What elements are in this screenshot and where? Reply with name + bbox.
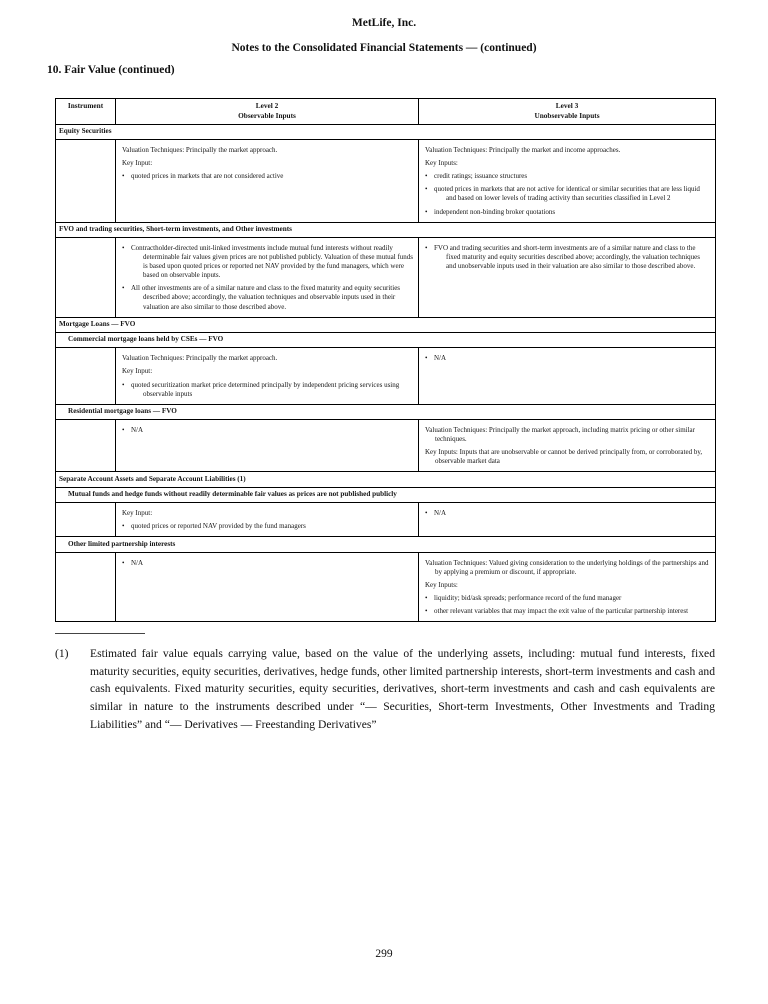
bullet-text: independent non-binding broker quotations xyxy=(434,207,556,216)
text-paragraph: Key Input: xyxy=(122,367,153,376)
text-paragraph: Key Inputs: Inputs that are unobservable or cannot be derived principally from, or corroborated by, observable market data xyxy=(425,448,703,466)
bullet-item xyxy=(122,284,413,311)
table-content-row xyxy=(56,140,716,223)
bullet-item xyxy=(425,354,710,363)
bullet-item xyxy=(122,172,413,181)
bullet-glyph: • xyxy=(122,172,125,181)
table-section-header: Mutual funds and hedge funds without readily determinable fair values as prices are not published publicly xyxy=(56,487,716,502)
table-section-row xyxy=(56,404,716,419)
bullet-text: quoted prices in markets that are not active for identical or similar securities that are less liquid and based on lower levels of trading activity than securities classified in Level 2 xyxy=(434,185,700,203)
table-section-row xyxy=(56,487,716,502)
bullet-item xyxy=(425,594,710,603)
level2-cell xyxy=(116,140,419,223)
company-title: MetLife, Inc. xyxy=(351,17,417,29)
text-paragraph: Valuation Techniques: Principally the market approach. xyxy=(122,146,278,155)
bullet-item xyxy=(425,244,710,271)
bullet-item xyxy=(122,559,413,568)
footnote-divider xyxy=(55,633,145,634)
text-paragraph: Valuation Techniques: Valued giving consideration to the underlying holdings of the partnerships and by applying a premium or discount, if appropriate. xyxy=(425,558,709,576)
bullet-item xyxy=(122,522,413,531)
bullet-text: FVO and trading securities and short-term investments are of a similar nature and class to the fixed maturity and equity securities described above; accordingly, the valuation techniques and unobservable inputs used in their valuation are also similar to those described above. xyxy=(434,243,700,271)
text-paragraph: Key Inputs: xyxy=(425,159,458,168)
table-content-row xyxy=(56,420,716,472)
bullet-glyph: • xyxy=(425,207,428,216)
bullet-glyph: • xyxy=(122,522,125,531)
footnote xyxy=(55,645,715,733)
instrument-cell xyxy=(56,348,116,404)
table-section-row xyxy=(56,317,716,332)
level3-cell xyxy=(419,348,716,404)
table-content-row xyxy=(56,348,716,404)
bullet-glyph: • xyxy=(425,172,428,181)
level2-cell xyxy=(116,503,419,537)
bullet-text: quoted prices or reported NAV provided by the fund managers xyxy=(131,522,306,531)
table-section-header: Equity Securities xyxy=(56,124,716,139)
bullet-text: quoted securitization market price determined principally by independent pricing services using observable inputs xyxy=(131,380,400,398)
footnote-marker: (1) xyxy=(55,647,69,661)
bullet-item xyxy=(425,509,710,518)
table-section-header: Separate Account Assets and Separate Account Liabilities (1) xyxy=(56,472,716,487)
instrument-cell xyxy=(56,237,116,317)
bullet-text: quoted prices in markets that are not considered active xyxy=(131,172,284,181)
bullet-item xyxy=(425,607,710,616)
bullet-item xyxy=(425,208,710,217)
table-section-header: Mortgage Loans — FVO xyxy=(56,317,716,332)
column-header-instrument: Instrument xyxy=(56,99,116,125)
bullet-text: Contractholder-directed unit-linked investments include mutual fund interests without readily determinable fair values given prices are not published publicly. Valuation of these mutual funds is based upon quoted prices or reported net NAV provided by the fund managers, which were based on observable inputs. xyxy=(131,243,414,280)
bullet-glyph: • xyxy=(425,185,428,194)
table-section-row xyxy=(56,472,716,487)
bullet-glyph: • xyxy=(425,509,428,518)
bullet-glyph: • xyxy=(425,607,428,616)
text-paragraph: Key Inputs: xyxy=(425,580,458,589)
level3-cell xyxy=(419,552,716,621)
table-section-header: Residential mortgage loans — FVO xyxy=(56,404,716,419)
instrument-cell xyxy=(56,140,116,223)
column-header-level2 xyxy=(116,99,419,125)
level2-title: Level 2 xyxy=(255,101,279,110)
bullet-text: N/A xyxy=(131,558,144,567)
instrument-cell xyxy=(56,503,116,537)
bullet-item xyxy=(425,172,710,181)
table-section-row xyxy=(56,537,716,552)
table-section-row xyxy=(56,124,716,139)
bullet-text: N/A xyxy=(131,426,144,435)
text-paragraph: Valuation Techniques: Principally the market approach, including matrix pricing or other similar techniques. xyxy=(425,426,695,444)
level3-cell xyxy=(419,503,716,537)
bullet-glyph: • xyxy=(122,380,125,389)
level3-subtitle: Unobservable Inputs xyxy=(534,110,600,120)
bullet-glyph: • xyxy=(122,284,125,293)
level2-cell xyxy=(116,420,419,472)
table-content-row xyxy=(56,552,716,621)
section-heading: 10. Fair Value (continued) xyxy=(47,64,175,76)
level3-cell xyxy=(419,140,716,223)
page-number: 299 xyxy=(375,948,393,960)
bullet-item xyxy=(122,381,413,399)
footnote-text: Estimated fair value equals carrying value, based on the value of the underlying assets, including: mutual fund interests, fixed maturity securities, equity securities, derivatives, hedge funds, other limited partnership interests, short-term investments and cash and cash equivalents. Fixed maturity securities, equity securities, derivatives, short-term investments and cash and cash equivalents are similar in nature to the instruments described under “— Securities, Short-term Investments, Other Investments and Trading Liabilities” and “— Derivatives — Freestanding Derivatives” xyxy=(90,647,715,731)
level3-title: Level 3 xyxy=(555,101,579,110)
bullet-text: liquidity; bid/ask spreads; performance record of the fund manager xyxy=(434,594,622,602)
bullet-text: credit ratings; issuance structures xyxy=(434,172,528,181)
level2-cell xyxy=(116,552,419,621)
bullet-item xyxy=(122,426,413,435)
table-header-row xyxy=(56,99,716,125)
instrument-cell xyxy=(56,552,116,621)
table-section-header: Other limited partnership interests xyxy=(56,537,716,552)
table-section-header: Commercial mortgage loans held by CSEs — FVO xyxy=(56,332,716,347)
bullet-glyph: • xyxy=(425,594,428,602)
bullet-glyph: • xyxy=(122,243,125,252)
bullet-text: N/A xyxy=(434,509,447,518)
table-section-row xyxy=(56,332,716,347)
bullet-text: N/A xyxy=(434,354,447,363)
level3-cell xyxy=(419,237,716,317)
document-subtitle: Notes to the Consolidated Financial Statements — (continued) xyxy=(231,42,537,54)
text-paragraph: Key Input: xyxy=(122,159,153,168)
column-header-level3 xyxy=(419,99,716,125)
table-section-row xyxy=(56,222,716,237)
text-paragraph: Valuation Techniques: Principally the market and income approaches. xyxy=(425,146,621,155)
instrument-cell xyxy=(56,420,116,472)
level2-subtitle: Observable Inputs xyxy=(238,110,296,120)
level3-cell xyxy=(419,420,716,472)
fair-value-table xyxy=(55,98,716,622)
level2-cell xyxy=(116,348,419,404)
bullet-glyph: • xyxy=(425,243,428,252)
table-section-header: FVO and trading securities, Short-term investments, and Other investments xyxy=(56,222,716,237)
bullet-glyph: • xyxy=(425,354,428,363)
bullet-glyph: • xyxy=(122,426,125,435)
text-paragraph: Key Input: xyxy=(122,509,153,518)
text-paragraph: Valuation Techniques: Principally the market approach. xyxy=(122,354,278,363)
fair-value-table-body xyxy=(56,124,716,622)
bullet-item xyxy=(122,244,413,280)
bullet-text: All other investments are of a similar nature and class to the fixed maturity and equity securities described above; accordingly, the valuation techniques and observable inputs used in their valuation are also similar to those described above. xyxy=(131,284,401,311)
bullet-item xyxy=(425,185,710,203)
bullet-text: other relevant variables that may impact the exit value of the particular partnership interest xyxy=(434,607,689,616)
table-content-row xyxy=(56,503,716,537)
bullet-glyph: • xyxy=(122,558,125,567)
table-content-row xyxy=(56,237,716,317)
level2-cell xyxy=(116,237,419,317)
